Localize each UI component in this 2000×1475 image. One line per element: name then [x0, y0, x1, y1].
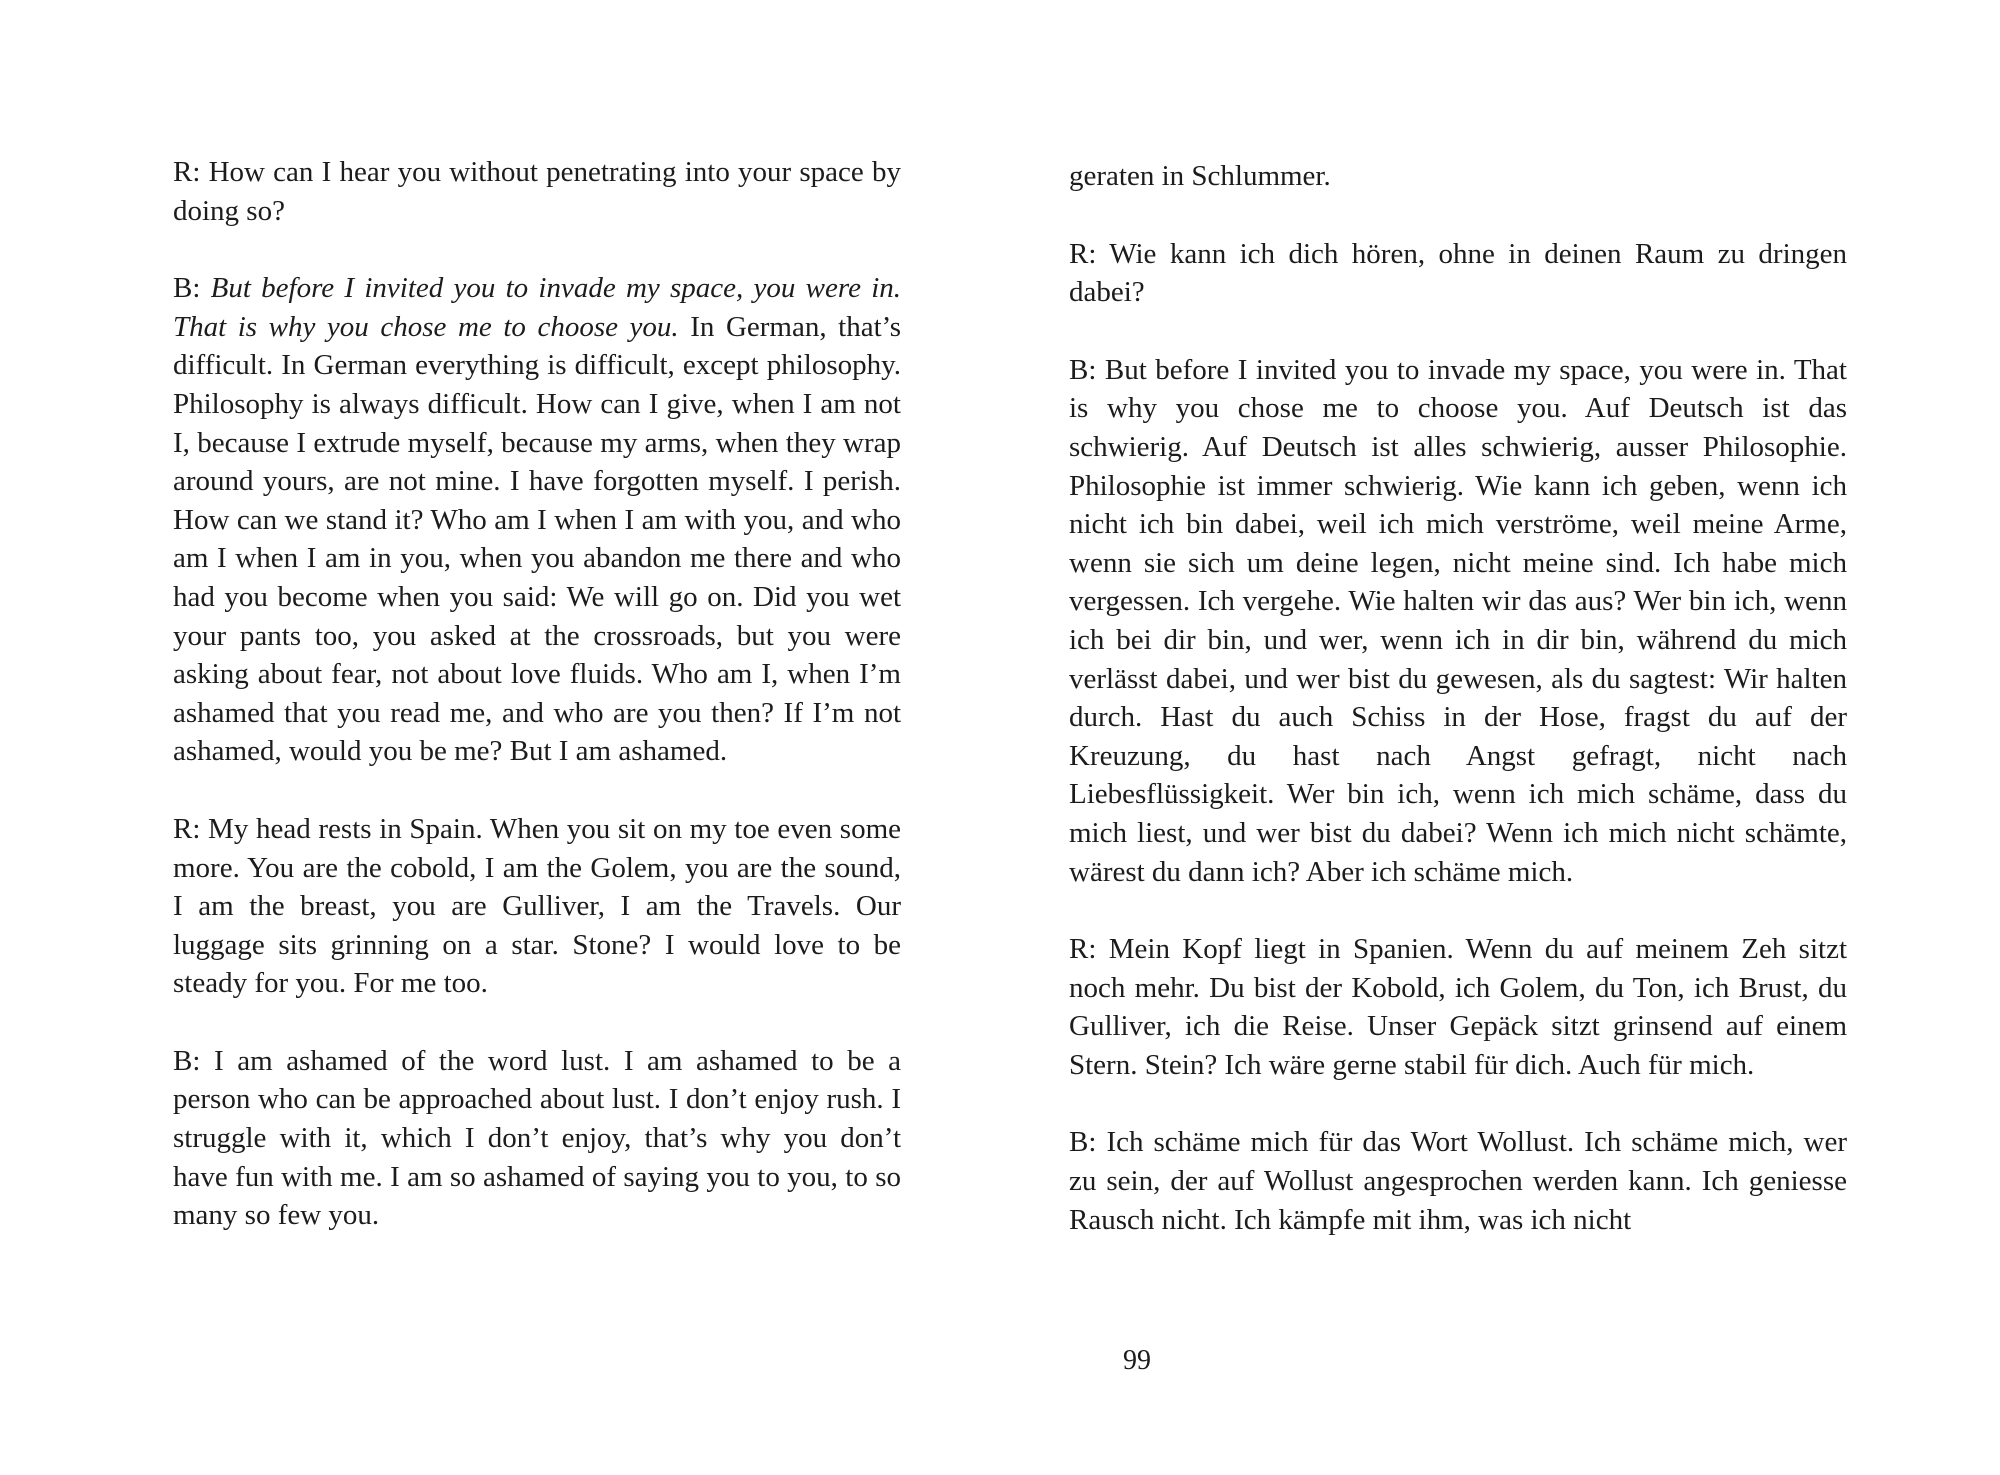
left-text-column: [173, 153, 901, 1274]
paragraph-continuation: geraten in Schlummer.: [1069, 160, 1331, 192]
page-number: 99: [1123, 1345, 1151, 1376]
paragraph: R: Wie kann ich dich hören, ohne in deinen Raum zu dringen dabei?: [1069, 237, 1847, 309]
paragraph: B: But before I invited you to invade my space, you were in. That is why you chose me to choose you. Auf Deutsch ist das schwierig. Auf Deutsch ist alles schwierig, ausser Philosophie. Philosophie ist immer schwierig. Wie kann ich geben, wenn ich nicht ich bin dabei, weil ich mich verströme, weil meine Arme, wenn sie sich um deine legen, nicht meine sind. Ich habe mich vergessen. Ich vergehe. Wie halten wir das aus? Wer bin ich, wenn ich bei dir bin, und wer, wenn ich in dir bin, während du mich verlässt dabei, und wer bist du gewesen, als du sagtest: Wir halten durch. Hast du auch Schiss in der Hose, fragst du auf der Kreuzung, du hast nach Angst gefragt, nicht nach Liebesflüssigkeit. Wer bin ich, wenn ich mich schäme, dass du mich liest, und wer bist du dabei? Wenn ich mich nicht schämte, wärest du dann ich? Aber ich schäme mich.: [1069, 353, 1847, 888]
paragraph: B: I am ashamed of the word lust. I am ashamed to be a person who can be approached about lust. I don’t enjoy rush. I struggle with it, which I don’t enjoy, that’s why you don’t have fun with me. I am so ashamed of saying you to you, to so many so few you.: [173, 1044, 901, 1232]
paragraph: B: Ich schäme mich für das Wort Wollust. Ich schäme mich, wer zu sein, der auf Wollust angesprochen werden kann. Ich geniesse Rausch nicht. Ich kämpfe mit ihm, was ich nicht: [1069, 1126, 1847, 1236]
paragraph-body: In German, that’s difficult. In German everything is difficult, except philosophy. Philosophy is always difficult. How can I give, when I am not I, because I extrude myself, because my arms, when they wrap around yours, are not mine. I have forgotten myself. I perish. How can we stand it? Who am I when I am with you, and who am I when I am in you, when you abandon me there and who had you become when you said: We will go on. Did you wet your pants too, you asked at the crossroads, but you were asking about fear, not about love fluids. Who am I, when I’m ashamed that you read me, and who are you then? If I’m not ashamed, would you be me? But I am ashamed.: [173, 310, 901, 768]
right-text-column: [1069, 157, 1847, 1278]
paragraph: R: My head rests in Spain. When you sit on my toe even some more. You are the cobold, I am the Golem, you are the sound, I am the breast, you are Gulliver, I am the Travels. Our luggage sits grinning on a star. Stone? I would love to be steady for you. For me too.: [173, 812, 901, 1000]
italic-quote: But before I invited you to invade my space, you were in. That is why you chose me to choose you.: [173, 272, 901, 343]
paragraph: R: Mein Kopf liegt in Spanien. Wenn du auf meinem Zeh sitzt noch mehr. Du bist der Kobold, ich Golem, du Ton, ich Brust, du Gulliver, ich die Reise. Unser Gepäck sitzt grinsend auf einem Stern. Stein? Ich wäre gerne stabil für dich. Auch für mich.: [1069, 933, 1847, 1081]
paragraph: R: How can I hear you without penetrating into your space by doing so?: [173, 156, 901, 227]
speaker-label: B:: [173, 272, 211, 305]
right-page: [1000, 0, 2000, 1475]
paragraph: [173, 269, 901, 771]
